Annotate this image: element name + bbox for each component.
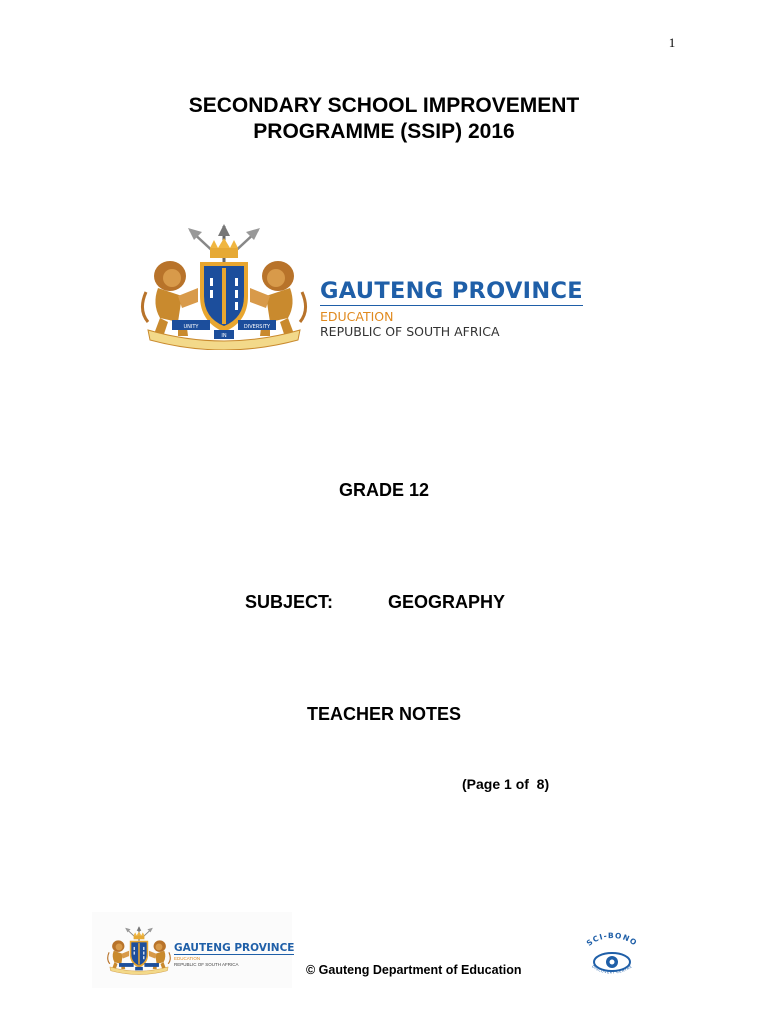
motto-diversity: DIVERSITY xyxy=(243,324,271,330)
document-title xyxy=(100,93,668,145)
subject-row xyxy=(245,592,505,613)
footer-country: REPUBLIC OF SOUTH AFRICA xyxy=(174,962,239,967)
subject-label: SUBJECT: xyxy=(245,592,334,612)
footer-coat-of-arms-icon xyxy=(106,922,172,978)
notes-type-heading: TEACHER NOTES xyxy=(306,704,461,724)
footer-gauteng-logo xyxy=(92,912,295,988)
subject-value: GEOGRAPHY xyxy=(388,592,506,612)
page-number: 1 xyxy=(668,35,676,50)
grade-heading: GRADE 12 xyxy=(338,480,430,500)
footer-wordmark xyxy=(174,942,294,968)
logo-country: REPUBLIC OF SOUTH AFRICA xyxy=(320,324,500,339)
motto-unity: UNITY xyxy=(183,324,199,330)
footer-department: EDUCATION xyxy=(174,956,201,961)
logo-department: EDUCATION xyxy=(320,309,394,324)
coat-of-arms-icon xyxy=(138,222,310,350)
footer-province: GAUTENG PROVINCE xyxy=(174,942,295,954)
title-line-2: PROGRAMME (SSIP) 2016 xyxy=(253,120,515,143)
svg-text:SCI-BONO xyxy=(585,932,639,948)
sci-bono-logo-icon xyxy=(574,932,650,980)
motto-in: IN xyxy=(221,333,227,339)
logo-province: GAUTENG PROVINCE xyxy=(320,278,583,304)
gauteng-education-logo xyxy=(138,222,598,350)
copyright-notice: © Gauteng Department of Education xyxy=(306,963,522,977)
sci-bono-subtitle: DISCOVERY CENTRE xyxy=(591,964,633,975)
sci-bono-name: SCI-BONO xyxy=(584,932,640,948)
title-line-1: SECONDARY SCHOOL IMPROVEMENT xyxy=(188,94,580,117)
page-range: (Page 1 of 8) xyxy=(462,776,550,792)
logo-wordmark xyxy=(320,278,583,339)
